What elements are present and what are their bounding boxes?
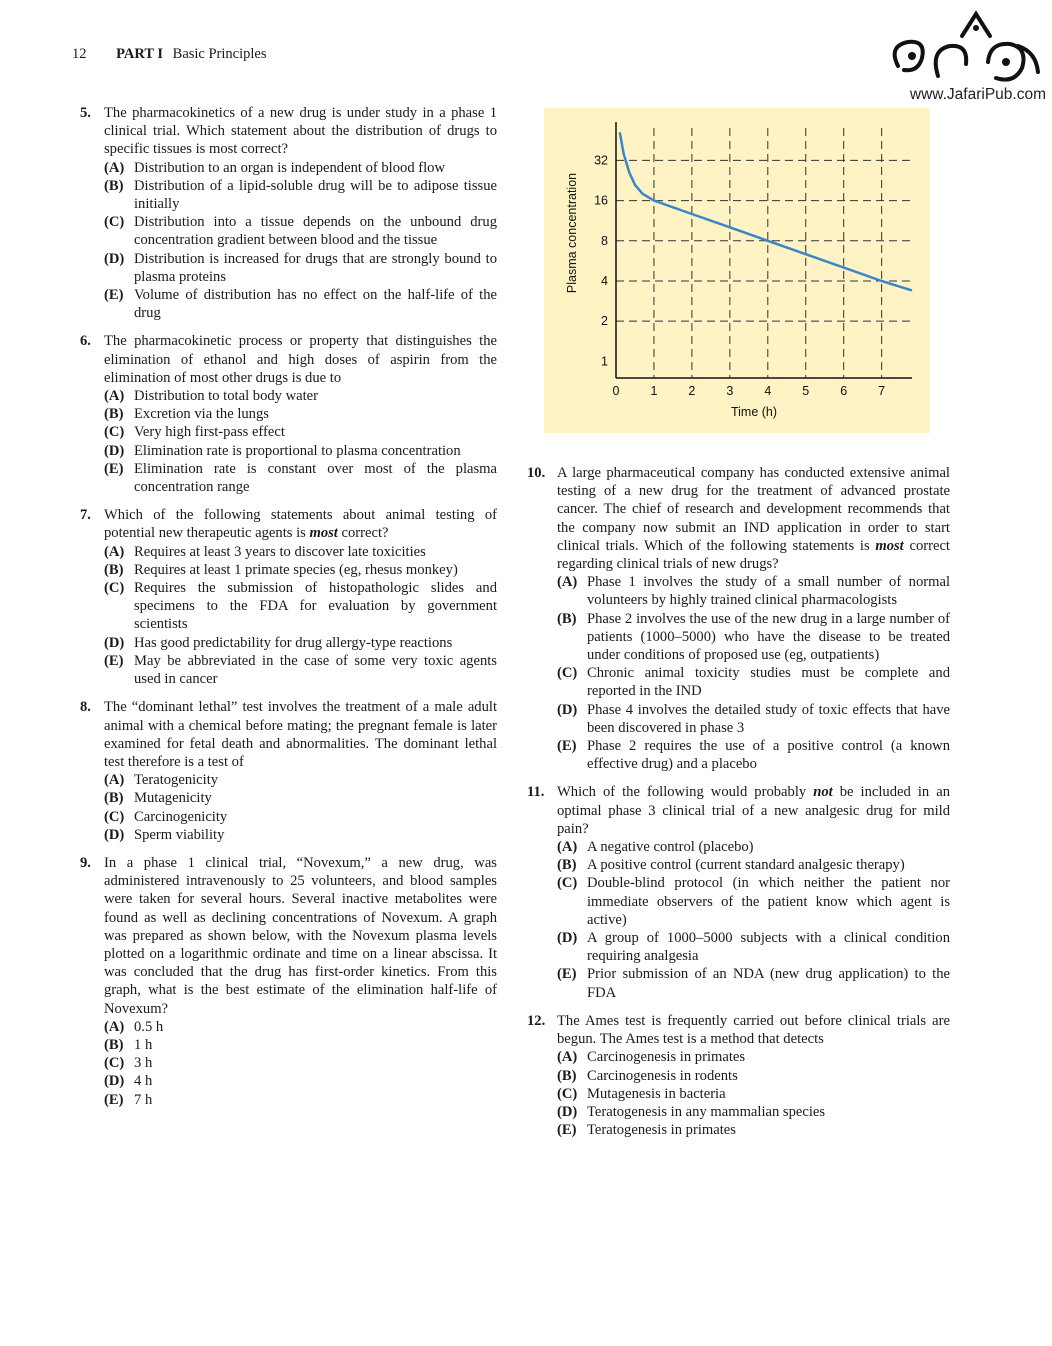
question-number: 10. (527, 465, 546, 481)
question-block (527, 783, 950, 1001)
option-text: Prior submission of an NDA (new drug application) to the FDA (587, 966, 950, 1001)
answer-option (104, 1018, 497, 1036)
publisher-logo-icon (878, 6, 1048, 96)
question-stem: The pharmacokinetics of a new drug is under study in a phase 1 clinical trial. Which statement about the distribution of drugs to specific tissues is most correct? (104, 105, 497, 158)
answer-option (104, 634, 497, 652)
stem-emphasis: most (875, 537, 904, 554)
option-text: Distribution is increased for drugs that are strongly bound to plasma proteins (134, 250, 497, 285)
option-text: Phase 4 involves the detailed study of toxic effects that have been discovered in phase 3 (587, 701, 950, 736)
question-number: 12. (527, 1012, 546, 1029)
option-text: Distribution into a tissue depends on the unbound drug concentration gradient between blood and the tissue (134, 214, 497, 249)
answer-option (557, 664, 950, 700)
question-number: 7. (80, 507, 91, 524)
answer-option (104, 579, 497, 634)
x-tick-label: 4 (764, 384, 772, 398)
option-text: Mutagenesis in bacteria (587, 1085, 726, 1102)
option-letter: (E) (104, 652, 124, 669)
stem-text: correct regarding clinical trials of new drugs? (557, 537, 950, 573)
y-tick-label: 32 (594, 153, 608, 168)
answer-option (557, 610, 950, 665)
y-tick-label: 4 (601, 273, 608, 288)
option-letter: (D) (557, 930, 578, 947)
option-letter: (A) (104, 772, 125, 789)
option-letter: (E) (104, 460, 124, 477)
question-number: 5. (80, 105, 91, 121)
answer-option (104, 213, 497, 249)
option-letter: (A) (104, 388, 125, 405)
option-letter: (C) (104, 580, 125, 597)
answer-option (104, 652, 497, 688)
stem-text: Which of the following would probably (557, 784, 814, 801)
y-tick-label: 1 (601, 354, 608, 369)
option-letter: (B) (104, 406, 124, 423)
x-tick-label: 0 (612, 384, 620, 398)
option-letter: (A) (104, 159, 125, 176)
option-text: Double-blind protocol (in which neither the patient nor immediate observers of the patient know which agent is active) (587, 875, 950, 928)
answer-option (104, 561, 497, 579)
answer-option (557, 838, 950, 856)
y-axis-label: Plasma concentration (565, 172, 579, 294)
answer-option (104, 1054, 497, 1072)
option-text: Requires the submission of histopathologic slides and specimens to the FDA for evaluation by government scientists (134, 580, 497, 633)
option-text: Carcinogenicity (134, 808, 228, 825)
option-text: Chronic animal toxicity studies must be complete and reported in the IND (587, 665, 950, 700)
question-body (104, 698, 497, 844)
option-text: Carcinogenesis in rodents (587, 1067, 738, 1084)
answer-option (104, 387, 497, 405)
answer-option (104, 789, 497, 807)
question-stem: The Ames test is frequently carried out before clinical trials are begun. The Ames test is a method that detects (557, 1012, 950, 1048)
half-life-chart (544, 108, 930, 433)
answer-option (104, 423, 497, 441)
answer-option (104, 1072, 497, 1090)
option-letter: (E) (557, 966, 577, 983)
answer-option (557, 1048, 950, 1066)
answer-option (104, 460, 497, 496)
option-text: Phase 2 requires the use of a positive control (a known effective drug) and a placebo (587, 738, 950, 773)
option-text: Distribution of a lipid-soluble drug will be to adipose tissue initially (134, 177, 497, 213)
option-letter: (D) (104, 442, 125, 459)
publisher-url: www.JafariPub.com (909, 86, 1046, 103)
y-tick-label: 2 (601, 314, 608, 329)
answer-option (557, 573, 950, 609)
option-text: Teratogenesis in primates (587, 1122, 736, 1139)
right-column (527, 464, 950, 1149)
stem-emphasis: not (813, 784, 833, 801)
option-letter: (A) (104, 543, 125, 560)
option-text: A positive control (current standard analgesic therapy) (587, 857, 905, 874)
question-body (557, 1012, 950, 1139)
option-letter: (C) (104, 1055, 125, 1072)
option-text: 1 h (134, 1036, 153, 1053)
option-letter: (C) (104, 808, 125, 825)
option-letter: (B) (557, 857, 577, 874)
option-letter: (E) (557, 738, 577, 755)
answer-option (557, 701, 950, 737)
option-text: Volume of distribution has no effect on the half-life of the drug (134, 287, 497, 322)
option-letter: (E) (104, 287, 124, 304)
answer-option (557, 874, 950, 929)
question-stem (557, 783, 950, 838)
option-letter: (D) (104, 634, 125, 651)
option-letter: (E) (557, 1122, 577, 1139)
option-text: May be abbreviated in the case of some very toxic agents used in cancer (134, 652, 497, 688)
option-letter: (C) (557, 875, 578, 892)
question-block (80, 698, 497, 844)
question-body (557, 464, 950, 773)
stem-text: Which of the following statements about animal testing of potential new therapeutic agents is (104, 507, 497, 542)
answer-option (557, 1103, 950, 1121)
answer-option (557, 737, 950, 773)
answer-option (557, 929, 950, 965)
option-letter: (B) (104, 1036, 124, 1053)
option-letter: (A) (557, 1049, 578, 1066)
x-tick-label: 5 (802, 384, 810, 398)
question-stem: The pharmacokinetic process or property that distinguishes the elimination of ethanol and high doses of aspirin from the elimination of most other drugs is due to (104, 333, 497, 386)
answer-option (104, 286, 497, 322)
page-number: 12 (72, 46, 87, 62)
answer-option (104, 1036, 497, 1054)
question-body (104, 854, 497, 1109)
question-body (104, 104, 497, 322)
left-column (80, 104, 497, 1119)
option-text: Carcinogenesis in primates (587, 1049, 746, 1066)
option-text: Elimination rate is constant over most of the plasma concentration range (134, 460, 497, 496)
question-block (80, 332, 497, 496)
option-text: 4 h (134, 1073, 153, 1090)
option-text: Distribution to an organ is independent of blood flow (134, 159, 446, 176)
option-letter: (C) (557, 1085, 578, 1102)
option-text: Phase 2 involves the use of the new drug in a large number of patients (1000–5000) who have the disease to be treated under conditions of proposed use (eg, outpatients) (587, 610, 950, 664)
option-letter: (D) (557, 1103, 578, 1120)
answer-option (557, 1085, 950, 1103)
option-letter: (B) (104, 790, 124, 807)
x-tick-label: 2 (688, 384, 696, 398)
option-letter: (B) (557, 1067, 577, 1084)
question-block (527, 1012, 950, 1139)
option-text: Requires at least 3 years to discover late toxicities (134, 543, 426, 560)
answer-option (104, 405, 497, 423)
x-tick-label: 6 (840, 384, 848, 398)
option-text: A group of 1000–5000 subjects with a clinical condition requiring analgesia (587, 930, 950, 965)
option-text: Mutagenicity (134, 790, 212, 807)
question-block (80, 104, 497, 322)
answer-option (104, 177, 497, 213)
option-letter: (B) (104, 561, 124, 578)
option-text: Requires at least 1 primate species (eg, rhesus monkey) (134, 561, 458, 578)
option-letter: (D) (557, 701, 578, 718)
answer-option (104, 771, 497, 789)
option-letter: (C) (104, 424, 125, 441)
option-text: 7 h (134, 1091, 153, 1108)
option-text: Teratogenicity (134, 772, 219, 789)
answer-option (104, 1091, 497, 1109)
option-text: 3 h (134, 1055, 153, 1072)
option-letter: (D) (104, 1073, 125, 1090)
option-text: Has good predictability for drug allergy-type reactions (134, 634, 453, 651)
question-stem (557, 464, 950, 573)
option-letter: (A) (557, 839, 578, 856)
part-title: Basic Principles (172, 46, 267, 62)
question-number: 11. (527, 784, 545, 801)
option-text: 0.5 h (134, 1018, 164, 1035)
page-header (72, 46, 267, 63)
question-number: 9. (80, 854, 91, 871)
option-letter: (C) (557, 665, 578, 682)
answer-option (557, 856, 950, 874)
x-tick-label: 7 (878, 384, 886, 398)
stem-text: A large pharmaceutical company has conducted extensive animal testing of a new drug for the treatment of advanced prostate cancer. The chief of research and development recommends that the company now submit an IND application in order to start clinical trials. Which of the following statements is (557, 465, 950, 554)
question-block (527, 464, 950, 773)
answer-option (557, 1121, 950, 1139)
x-tick-label: 3 (726, 384, 734, 398)
option-letter: (E) (104, 1091, 124, 1108)
option-letter: (D) (104, 250, 125, 267)
option-letter: (A) (557, 574, 578, 591)
question-body (104, 332, 497, 496)
option-letter: (A) (104, 1018, 125, 1035)
answer-option (104, 543, 497, 561)
option-text: Phase 1 involves the study of a small number of normal volunteers by highly trained clinical pharmacologists (587, 574, 950, 609)
question-stem (104, 506, 497, 542)
option-letter: (B) (104, 177, 124, 194)
answer-option (104, 808, 497, 826)
y-tick-label: 8 (601, 233, 608, 248)
answer-option (557, 1067, 950, 1085)
stem-emphasis: most (309, 525, 338, 542)
answer-option (104, 826, 497, 844)
chart-canvas (544, 108, 930, 433)
question-body (557, 783, 950, 1001)
question-stem: The “dominant lethal” test involves the treatment of a male adult animal with a chemical before mating; the pregnant female is later examined for fetal death and abnormalities. The dominant lethal test therefore is a test of (104, 699, 497, 770)
option-text: Sperm viability (134, 826, 225, 843)
stem-text: be included in an optimal phase 3 clinical trial of a new analgesic drug for mild pain? (557, 784, 951, 837)
answer-option (557, 965, 950, 1001)
option-letter: (D) (104, 826, 125, 843)
option-text: Excretion via the lungs (134, 406, 269, 423)
option-text: A negative control (placebo) (587, 839, 754, 856)
stem-text: correct? (337, 525, 389, 542)
option-text: Teratogenesis in any mammalian species (587, 1103, 826, 1120)
answer-option (104, 159, 497, 177)
option-text: Distribution to total body water (134, 388, 319, 405)
y-tick-label: 16 (594, 193, 608, 208)
question-block (80, 506, 497, 688)
x-tick-label: 1 (650, 384, 658, 398)
option-letter: (C) (104, 214, 125, 231)
option-letter: (B) (557, 610, 577, 627)
x-axis-label: Time (h) (730, 405, 778, 419)
answer-option (104, 250, 497, 286)
part-label: PART I (116, 46, 164, 62)
question-body (104, 506, 497, 688)
question-number: 6. (80, 333, 91, 350)
answer-option (104, 442, 497, 460)
question-stem: In a phase 1 clinical trial, “Novexum,” a new drug, was administered intravenously to 25 volunteers, and blood samples were taken for several hours. Several inactive metabolites were found as well as declining concentrations of Novexum. A graph was prepared as shown below, with the Novexum plasma levels plotted on a logarithmic ordinate and time on a linear abscissa. It was concluded that the drug has first-order kinetics. From this graph, what is the best estimate of the elimination half-life of Novexum? (104, 854, 497, 1017)
question-block (80, 854, 497, 1109)
option-text: Very high first-pass effect (134, 424, 285, 441)
option-text: Elimination rate is proportional to plasma concentration (134, 442, 461, 459)
concentration-curve (620, 132, 912, 290)
question-number: 8. (80, 699, 91, 716)
